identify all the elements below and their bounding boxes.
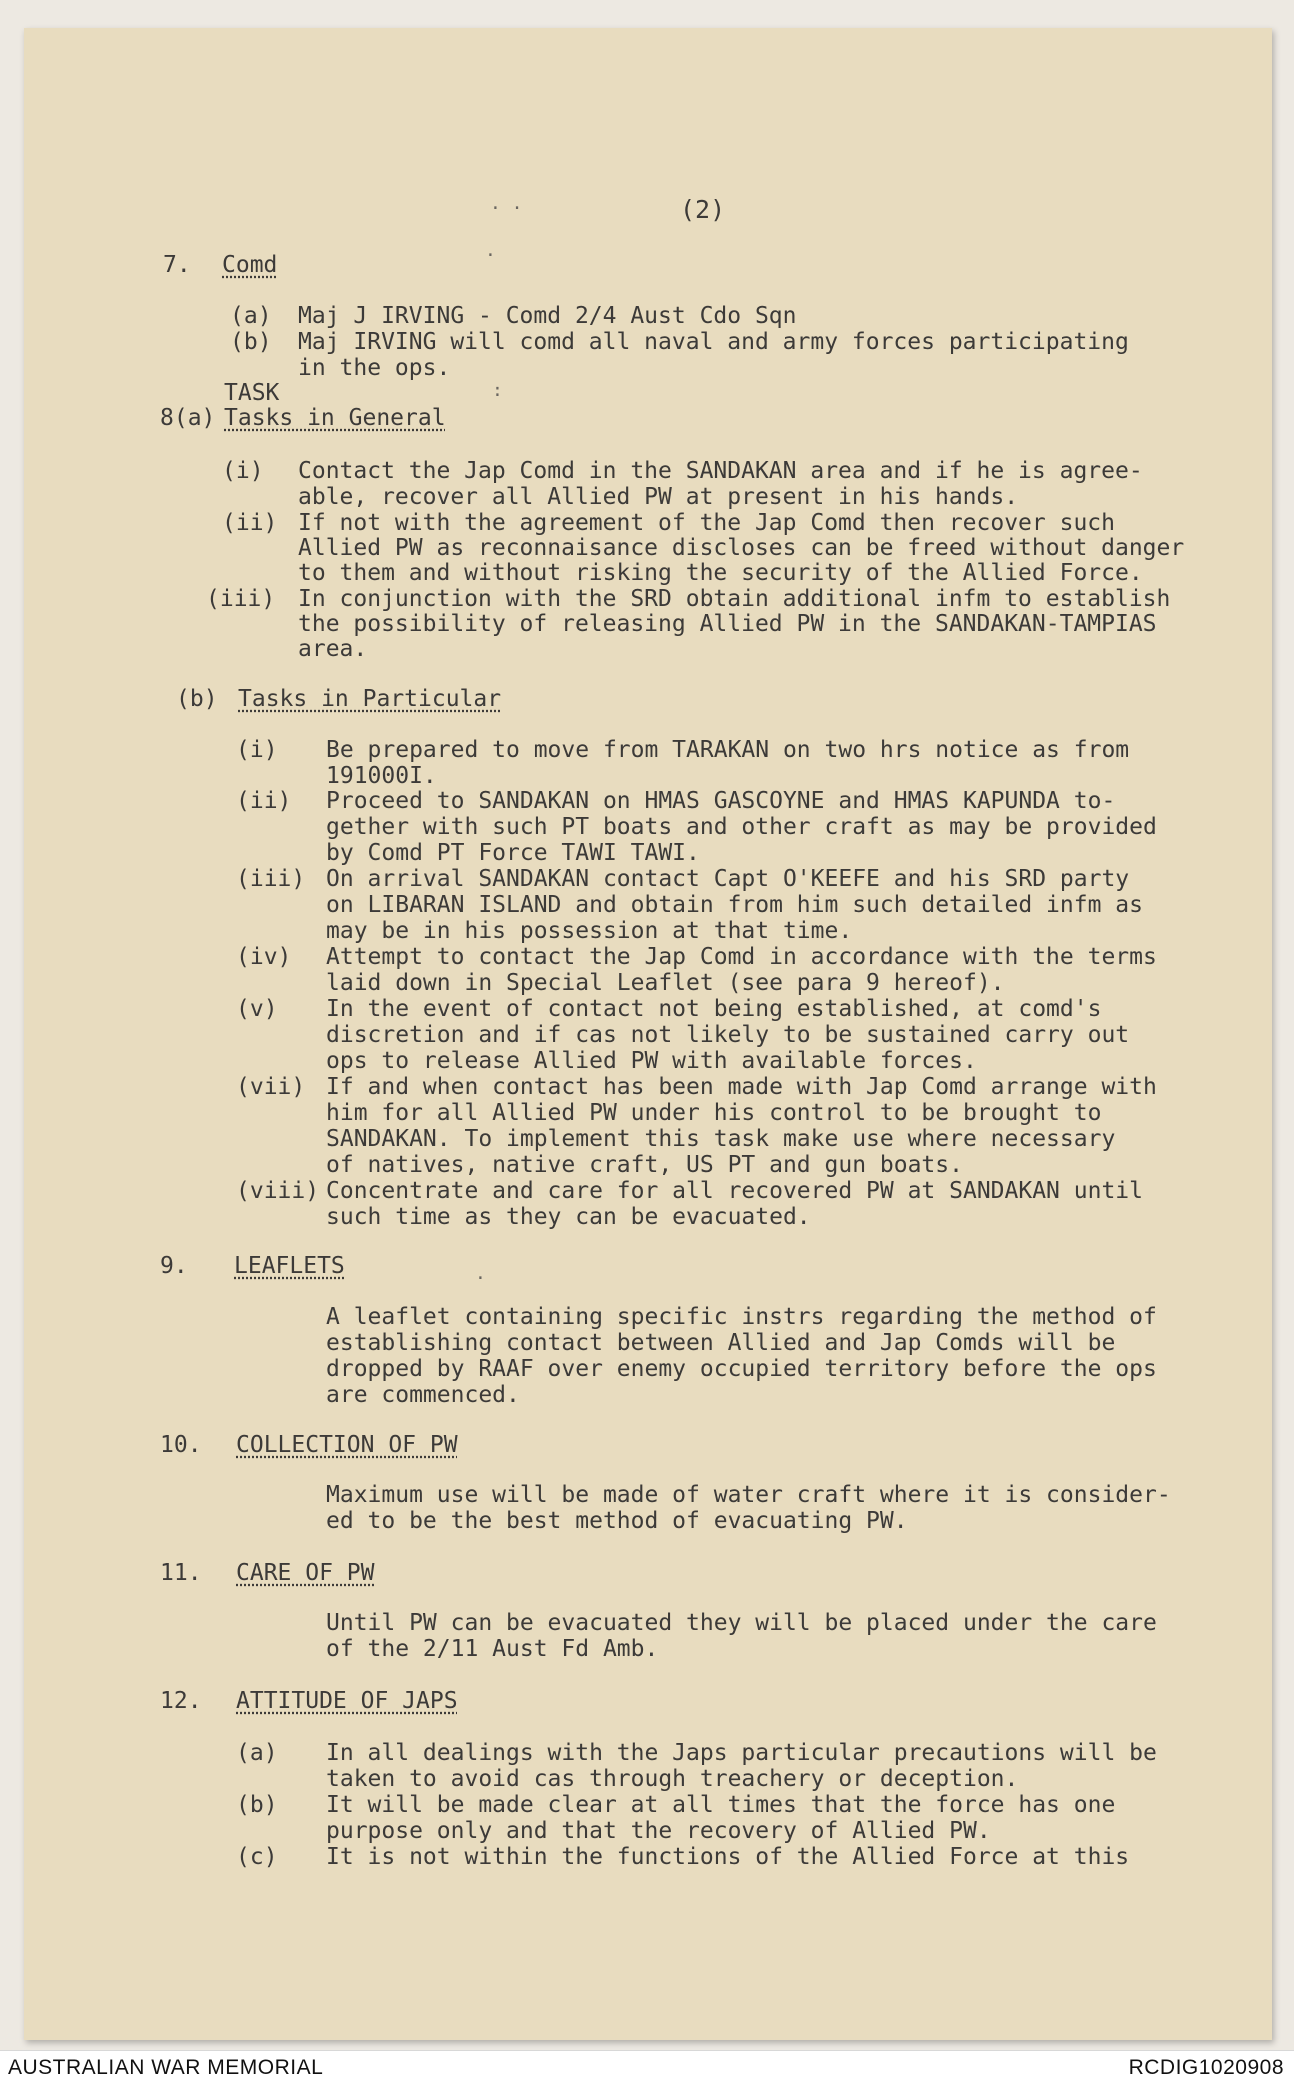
paragraph-line: ed to be the best method of evacuating PW. (326, 1508, 908, 1534)
item-text: Attempt to contact the Jap Comd in accordance with the terms (326, 944, 1157, 970)
item-label: (b) (236, 1792, 278, 1818)
item-label: (i) (236, 737, 278, 763)
section-12-heading: ATTITUDE OF JAPS (236, 1688, 458, 1714)
item-label: (i) (222, 458, 264, 484)
item-label: (iii) (236, 866, 306, 892)
section-8b-heading: Tasks in Particular (238, 686, 502, 712)
paragraph-line: A leaflet containing specific instrs regarding the method of (326, 1304, 1157, 1330)
item-text-cont: such time as they can be evacuated. (326, 1204, 811, 1230)
item-text: Maj IRVING will comd all naval and army forces participating (298, 329, 1129, 355)
section-9-heading: LEAFLETS (234, 1253, 345, 1279)
item-text-cont: 191000I. (326, 763, 437, 789)
paragraph-line: establishing contact between Allied and Jap Comds will be (326, 1330, 1116, 1356)
item-text: Maj J IRVING - Comd 2/4 Aust Cdo Sqn (298, 303, 797, 329)
item-text-cont: purpose only and that the recovery of Allied PW. (326, 1818, 991, 1844)
item-text-cont: taken to avoid cas through treachery or deception. (326, 1766, 1019, 1792)
paper-speck: · · (490, 198, 523, 219)
item-text-cont: gether with such PT boats and other craft as may be provided (326, 814, 1157, 840)
section-12-number: 12. (160, 1688, 202, 1714)
item-label: (iii) (206, 586, 276, 612)
item-label: (v) (236, 996, 278, 1022)
item-text: If and when contact has been made with Jap Comd arrange with (326, 1074, 1157, 1100)
item-text-cont: by Comd PT Force TAWI TAWI. (326, 840, 700, 866)
item-label: (viii) (236, 1178, 320, 1204)
item-text: If not with the agreement of the Jap Comd then recover such (298, 510, 1115, 536)
item-text-cont: ops to release Allied PW with available forces. (326, 1048, 977, 1074)
item-text-cont: him for all Allied PW under his control to be brought to (326, 1100, 1102, 1126)
item-label: (vii) (236, 1074, 306, 1100)
item-text: Proceed to SANDAKAN on HMAS GASCOYNE and HMAS KAPUNDA to- (326, 788, 1116, 814)
item-text-cont: discretion and if cas not likely to be sustained carry out (326, 1022, 1130, 1048)
paragraph-line: dropped by RAAF over enemy occupied territory before the ops (326, 1356, 1157, 1382)
section-8-number: 8(a) (160, 405, 216, 431)
section-11-heading: CARE OF PW (236, 1560, 375, 1586)
paper-speck: · (485, 245, 496, 266)
item-text: In conjunction with the SRD obtain additional infm to establish (298, 586, 1171, 612)
paper-speck: · (475, 1268, 486, 1289)
section-7-number: 7. (163, 252, 191, 278)
archive-footer (0, 2050, 1294, 2083)
paragraph-line: Maximum use will be made of water craft where it is consider- (326, 1482, 1171, 1508)
item-label: (a) (236, 1740, 278, 1766)
item-label: (a) (230, 303, 272, 329)
section-7-heading: Comd (222, 252, 278, 278)
section-11-number: 11. (160, 1560, 202, 1586)
item-label: (c) (236, 1844, 278, 1870)
section-10-number: 10. (160, 1432, 202, 1458)
paragraph-line: Until PW can be evacuated they will be placed under the care (326, 1610, 1157, 1636)
item-text-cont: in the ops. (298, 355, 451, 381)
footer-record-id: RCDIG1020908 (1128, 2056, 1284, 2079)
paragraph-line: are commenced. (326, 1382, 520, 1408)
page-number: (2) (680, 195, 726, 224)
item-text-cont: of natives, native craft, US PT and gun boats. (326, 1152, 963, 1178)
item-text-cont: Allied PW as reconnaisance discloses can be freed without danger (298, 535, 1185, 561)
item-text-cont: the possibility of releasing Allied PW in the SANDAKAN-TAMPIAS (298, 611, 1157, 637)
item-label: (b) (230, 329, 272, 355)
task-word: TASK (224, 380, 280, 406)
section-9-number: 9. (160, 1253, 188, 1279)
item-text-cont: area. (298, 636, 368, 662)
item-text: In all dealings with the Japs particular precautions will be (326, 1740, 1157, 1766)
item-text-cont: on LIBARAN ISLAND and obtain from him such detailed infm as (326, 892, 1143, 918)
item-text: Contact the Jap Comd in the SANDAKAN area and if he is agree- (298, 458, 1143, 484)
item-text: It will be made clear at all times that the force has one (326, 1792, 1116, 1818)
paragraph-line: of the 2/11 Aust Fd Amb. (326, 1636, 659, 1662)
section-8b-label: (b) (176, 686, 218, 712)
item-label: (ii) (236, 788, 292, 814)
section-8a-heading: Tasks in General (224, 405, 446, 431)
item-text: Be prepared to move from TARAKAN on two hrs notice as from (326, 737, 1130, 763)
item-text-cont: may be in his possession at that time. (326, 918, 853, 944)
item-text-cont: laid down in Special Leaflet (see para 9 hereof). (326, 970, 1005, 996)
section-10-heading: COLLECTION OF PW (236, 1432, 458, 1458)
item-text-cont: to them and without risking the security of the Allied Force. (298, 560, 1143, 586)
item-text: On arrival SANDAKAN contact Capt O'KEEFE and his SRD party (326, 866, 1130, 892)
item-text: Concentrate and care for all recovered PW at SANDAKAN until (326, 1178, 1143, 1204)
item-label: (iv) (236, 944, 292, 970)
item-text: In the event of contact not being established, at comd's (326, 996, 1102, 1022)
item-text-cont: able, recover all Allied PW at present in his hands. (298, 484, 1019, 510)
item-text: It is not within the functions of the Allied Force at this (326, 1844, 1130, 1870)
paper-speck: : (492, 380, 503, 401)
footer-institution: AUSTRALIAN WAR MEMORIAL (8, 2056, 324, 2079)
item-text-cont: SANDAKAN. To implement this task make use where necessary (326, 1126, 1116, 1152)
item-label: (ii) (222, 510, 278, 536)
